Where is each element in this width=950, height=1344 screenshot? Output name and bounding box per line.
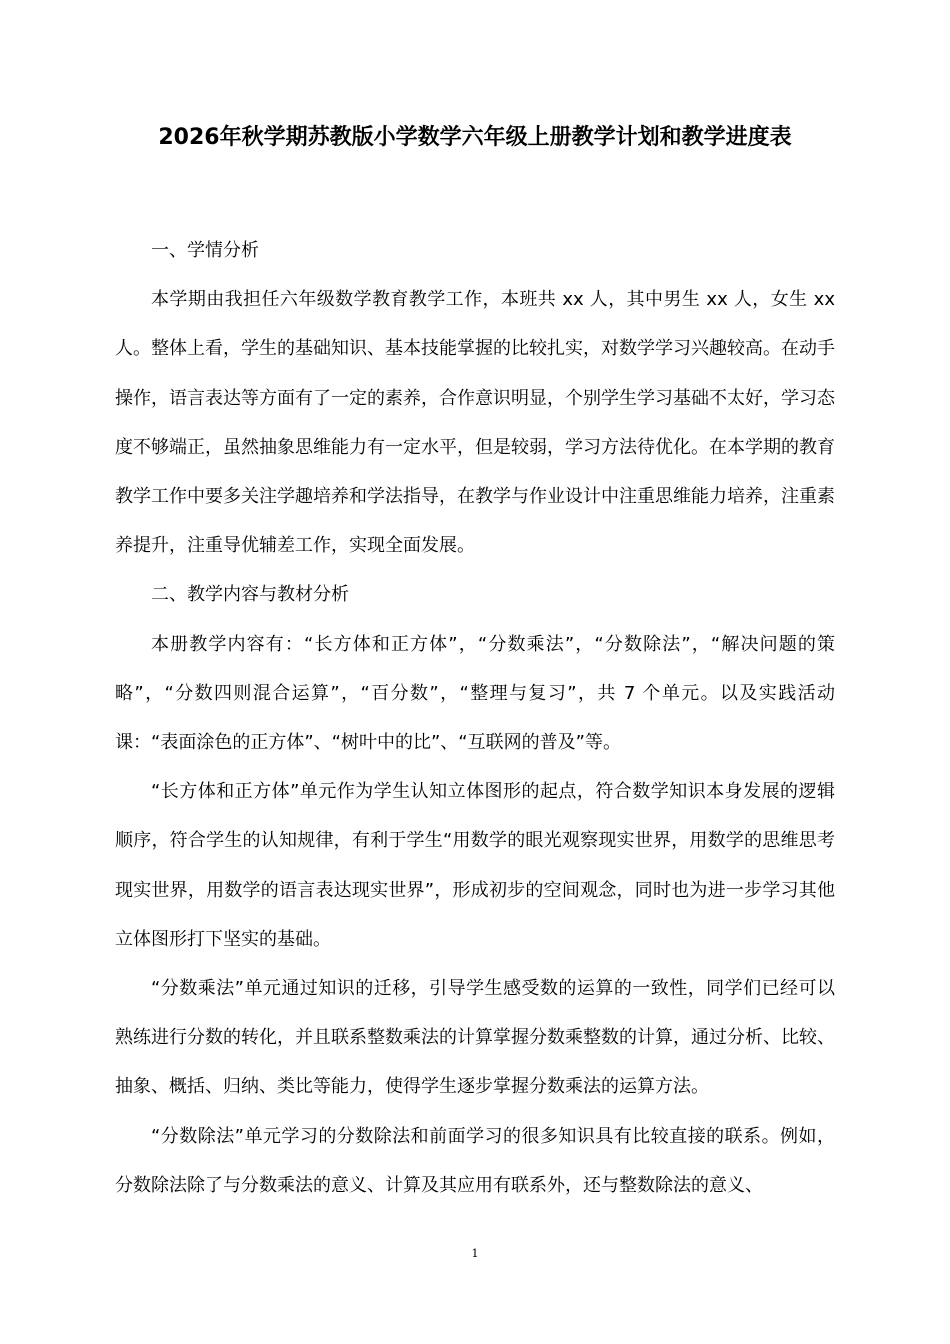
paragraph-student-analysis: 本学期由我担任六年级数学教育教学工作，本班共 xx 人，其中男生 xx 人，女生 xx 人。整体上看，学生的基础知识、基本技能掌握的比较扎实，对数学学习兴趣较高。在动手操作，语言表达等方面有了一定的素养，合作意识明显，个别学生学习基础不太好，学习态度不够端正，虽然抽象思维能力有一定水平，但是较弱，学习方法待优化。在本学期的教育教学工作中要多关注学趣培养和学法指导，在教学与作业设计中注重思维能力培养，注重素养提升，注重导优辅差工作，实现全面发展。 xyxy=(115,289,835,557)
paragraph-fraction-multiplication-unit: “分数乘法”单元通过知识的迁移，引导学生感受数的运算的一致性，同学们已经可以熟练进行分数的转化，并且联系整数乘法的计算掌握分数乘整数的计算，通过分析、比较、抽象、概括、归纳、类比等能力，使得学生逐步掌握分数乘法的运算方法。 xyxy=(115,978,835,1098)
document-body xyxy=(115,226,835,1210)
section-heading-student-analysis: 一、学情分析 xyxy=(151,240,259,261)
section-heading-content-analysis: 二、教学内容与教材分析 xyxy=(151,584,349,606)
paragraph-fraction-division-unit: “分数除法”单元学习的分数除法和前面学习的很多知识具有比较直接的联系。例如，分数除法除了与分数乘法的意义、计算及其应用有联系外，还与整数除法的意义、 xyxy=(115,1125,835,1196)
paragraph-content-list: 本册教学内容有：“长方体和正方体”，“分数乘法”，“分数除法”，“解决问题的策略”，“分数四则混合运算”，“百分数”，“整理与复习”，共 7 个单元。以及实践活动课：“表面涂色的正方体”、“树叶中的比”、“互联网的普及”等。 xyxy=(115,633,835,754)
page-title: 2026年秋学期苏教版小学数学六年级上册教学计划和教学进度表 xyxy=(158,125,792,150)
page-number: 1 xyxy=(471,1247,479,1260)
paragraph-cuboid-unit: “长方体和正方体”单元作为学生认知立体图形的起点，符合数学知识本身发展的逻辑顺序，符合学生的认知规律，有利于学生“用数学的眼光观察现实世界，用数学的思维思考现实世界，用数学的语言表达现实世界”，形成初步的空间观念，同时也为进一步学习其他立体图形打下坚实的基础。 xyxy=(115,781,835,950)
